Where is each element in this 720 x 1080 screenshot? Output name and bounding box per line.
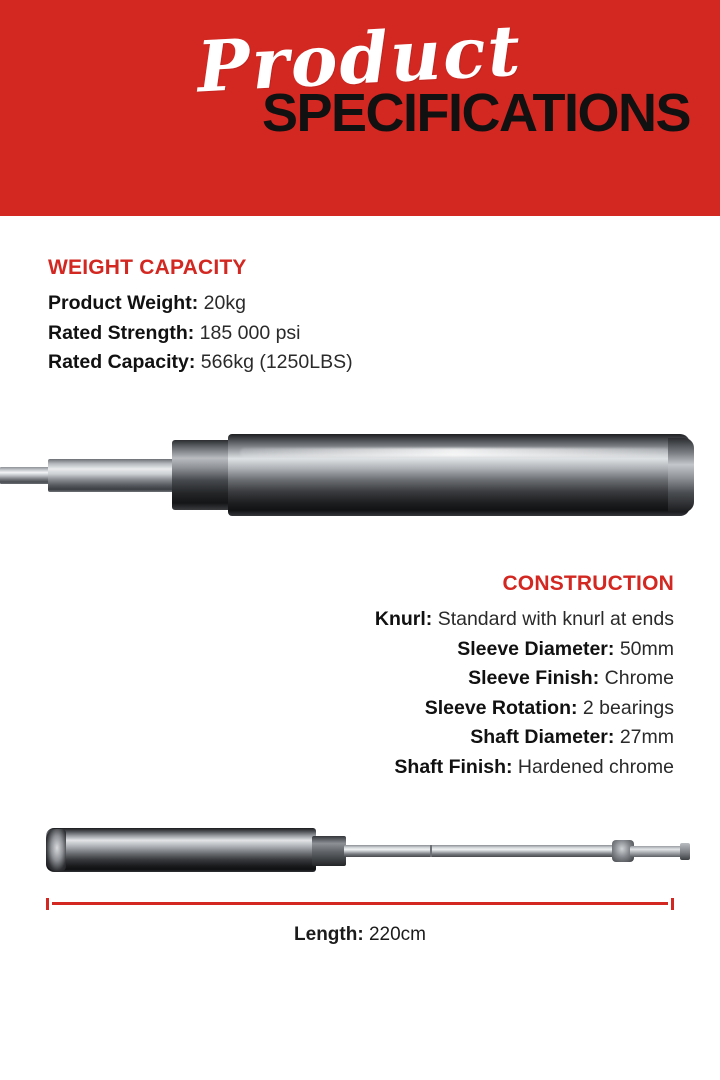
full-barbell-shaft bbox=[344, 845, 614, 857]
full-barbell-left-end-cap bbox=[46, 829, 66, 871]
spec-label-shaft-finish: Shaft Finish: bbox=[394, 756, 513, 779]
spec-label-knurl: Knurl: bbox=[374, 607, 433, 630]
barbell-shaft-mid bbox=[48, 459, 178, 492]
section-title-weight-capacity: WEIGHT CAPACITY bbox=[48, 256, 247, 279]
spec-value-knurl: Standard with knurl at ends bbox=[437, 607, 674, 630]
full-barbell-center-knurl-mark bbox=[430, 845, 432, 857]
spec-label-shaft-diameter: Shaft Diameter: bbox=[470, 726, 615, 749]
spec-value-sleeve-rotation: 2 bearings bbox=[582, 696, 674, 719]
length-label-text: Length: bbox=[294, 924, 364, 945]
spec-row-sleeve-diameter bbox=[375, 635, 674, 665]
page-title-script: Product bbox=[195, 8, 524, 109]
spec-value-rated-capacity: 566kg (1250LBS) bbox=[200, 351, 353, 374]
full-barbell-image bbox=[0, 818, 720, 888]
length-dimension-line bbox=[46, 898, 674, 910]
spec-label-sleeve-diameter: Sleeve Diameter: bbox=[457, 637, 615, 660]
spec-row-shaft-finish bbox=[375, 753, 674, 783]
spec-label-rated-strength: Rated Strength: bbox=[48, 321, 195, 344]
section-weight-capacity bbox=[48, 252, 353, 378]
spec-value-sleeve-finish: Chrome bbox=[604, 667, 674, 690]
full-barbell-right-sleeve bbox=[630, 846, 686, 857]
spec-row-knurl bbox=[375, 605, 674, 635]
spec-value-product-weight: 20kg bbox=[203, 291, 246, 314]
section-title-construction: CONSTRUCTION bbox=[502, 572, 674, 595]
section-construction bbox=[375, 568, 674, 783]
barbell-sleeve-end-cap bbox=[668, 438, 694, 512]
barbell-collar bbox=[172, 440, 234, 510]
spec-label-rated-capacity: Rated Capacity: bbox=[48, 351, 196, 374]
spec-row-rated-strength bbox=[48, 319, 353, 349]
full-barbell-right-end-cap bbox=[680, 843, 690, 860]
spec-row-rated-capacity bbox=[48, 348, 353, 378]
length-value-text: 220cm bbox=[368, 924, 426, 945]
length-label bbox=[0, 924, 720, 946]
header-title-block bbox=[52, 8, 692, 143]
spec-row-sleeve-finish bbox=[375, 664, 674, 694]
barbell-sleeve bbox=[228, 434, 690, 516]
spec-label-sleeve-rotation: Sleeve Rotation: bbox=[424, 696, 578, 719]
spec-label-sleeve-finish: Sleeve Finish: bbox=[468, 667, 600, 690]
spec-row-shaft-diameter bbox=[375, 723, 674, 753]
spec-value-rated-strength: 185 000 psi bbox=[199, 321, 301, 344]
barbell-sleeve-closeup-image bbox=[0, 412, 720, 542]
spec-value-shaft-finish: Hardened chrome bbox=[517, 756, 674, 779]
spec-label-product-weight: Product Weight: bbox=[48, 291, 199, 314]
barbell-sleeve-highlight bbox=[240, 448, 670, 457]
page-header bbox=[0, 0, 720, 216]
dimension-cap-right bbox=[671, 898, 674, 910]
full-barbell-left-collar bbox=[312, 836, 346, 866]
dimension-line-bar bbox=[52, 902, 668, 905]
page-title-block: SPECIFICATIONS bbox=[261, 83, 690, 143]
full-barbell-left-sleeve bbox=[46, 828, 316, 872]
spec-row-product-weight bbox=[48, 289, 353, 319]
spec-row-sleeve-rotation bbox=[375, 694, 674, 724]
dimension-cap-left bbox=[46, 898, 49, 910]
spec-value-shaft-diameter: 27mm bbox=[619, 726, 674, 749]
barbell-shaft-far bbox=[0, 467, 52, 484]
spec-value-sleeve-diameter: 50mm bbox=[619, 637, 674, 660]
